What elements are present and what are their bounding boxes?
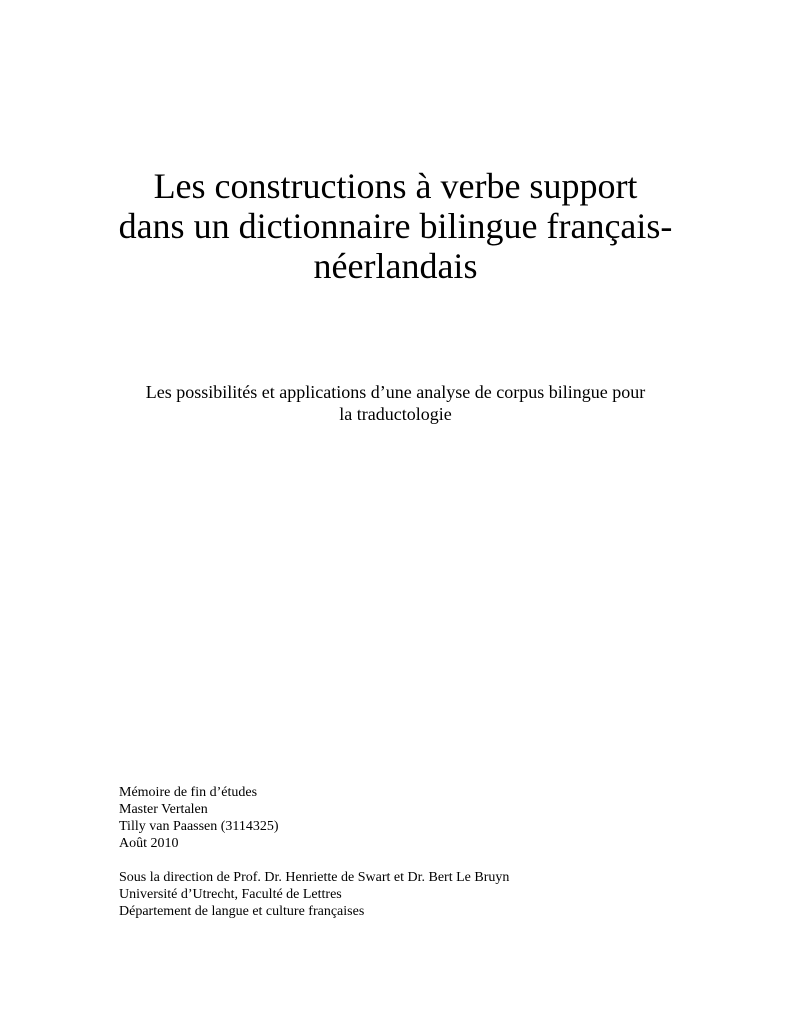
department: Département de langue et culture françaises [119, 904, 365, 919]
submission-date: Août 2010 [119, 836, 179, 851]
subtitle-line-1: Les possibilités et applications d’une analyse de corpus bilingue pour [145, 382, 646, 402]
document-subtitle [100, 381, 691, 425]
document-title [90, 166, 701, 286]
author-name: Tilly van Paassen (3114325) [119, 819, 279, 834]
title-line-2: dans un dictionnaire bilingue français- [118, 206, 673, 246]
title-line-3: néerlandais [313, 246, 478, 286]
block-spacer [119, 852, 679, 869]
university-faculty: Université d’Utrecht, Faculté de Lettres [119, 887, 342, 902]
subtitle-line-2: la traductologie [339, 404, 452, 424]
program-name: Master Vertalen [119, 802, 208, 817]
thesis-type: Mémoire de fin d’études [119, 785, 258, 800]
thesis-info-block [119, 784, 679, 920]
title-line-1: Les constructions à verbe support [153, 166, 638, 206]
supervisors: Sous la direction de Prof. Dr. Henriette de Swart et Dr. Bert Le Bruyn [119, 870, 510, 885]
